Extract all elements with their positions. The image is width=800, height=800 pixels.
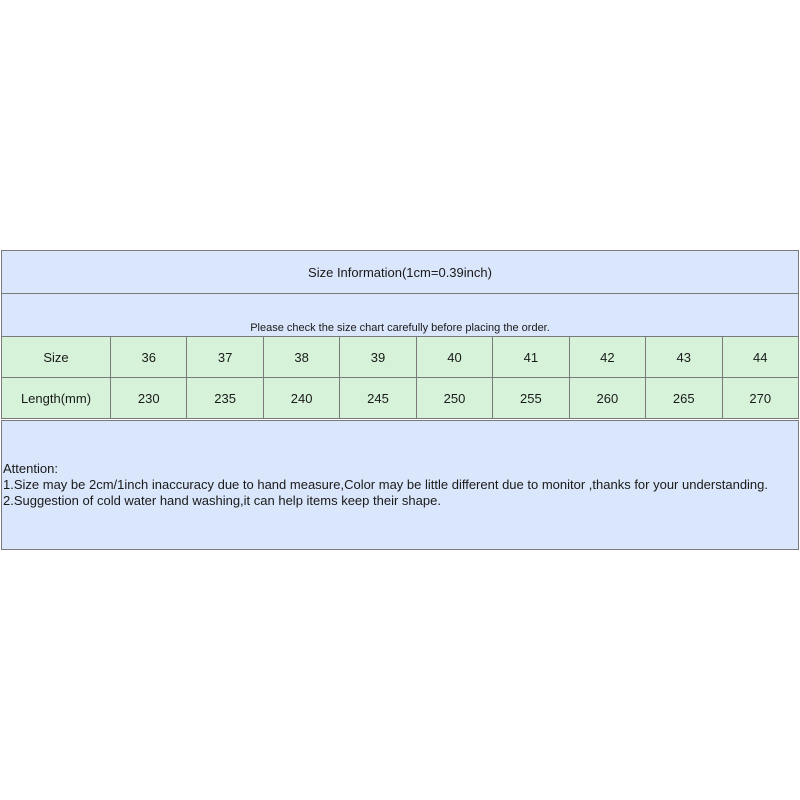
length-cell: 245 <box>340 378 416 419</box>
size-cell: 41 <box>493 337 569 378</box>
length-cell: 265 <box>646 378 722 419</box>
size-table <box>1 336 799 419</box>
length-cell: 230 <box>111 378 187 419</box>
attention-line: 1.Size may be 2cm/1inch inaccuracy due to hand measure,Color may be little different due to monitor ,thanks for your understanding. <box>3 477 769 492</box>
size-row-label: Size <box>2 337 111 378</box>
size-cell: 44 <box>722 337 799 378</box>
length-cell: 270 <box>722 378 799 419</box>
attention-section <box>1 420 799 550</box>
size-cell: 36 <box>111 337 187 378</box>
length-row <box>2 378 799 419</box>
size-cell: 37 <box>187 337 263 378</box>
length-cell: 240 <box>263 378 339 419</box>
attention-heading: Attention: <box>3 461 58 476</box>
size-cell: 38 <box>263 337 339 378</box>
length-cell: 255 <box>493 378 569 419</box>
size-chart-title: Size Information(1cm=0.39inch) <box>308 264 492 280</box>
length-cell: 235 <box>187 378 263 419</box>
size-chart-note-band <box>1 293 799 337</box>
size-chart <box>1 250 799 550</box>
length-cell: 260 <box>569 378 645 419</box>
size-cell: 43 <box>646 337 722 378</box>
size-cell: 42 <box>569 337 645 378</box>
length-row-label: Length(mm) <box>2 378 111 419</box>
size-row <box>2 337 799 378</box>
size-cell: 40 <box>416 337 492 378</box>
size-chart-note: Please check the size chart carefully before placing the order. <box>250 322 550 334</box>
size-chart-title-band <box>1 250 799 294</box>
attention-line: 2.Suggestion of cold water hand washing,it can help items keep their shape. <box>3 493 441 508</box>
size-cell: 39 <box>340 337 416 378</box>
length-cell: 250 <box>416 378 492 419</box>
